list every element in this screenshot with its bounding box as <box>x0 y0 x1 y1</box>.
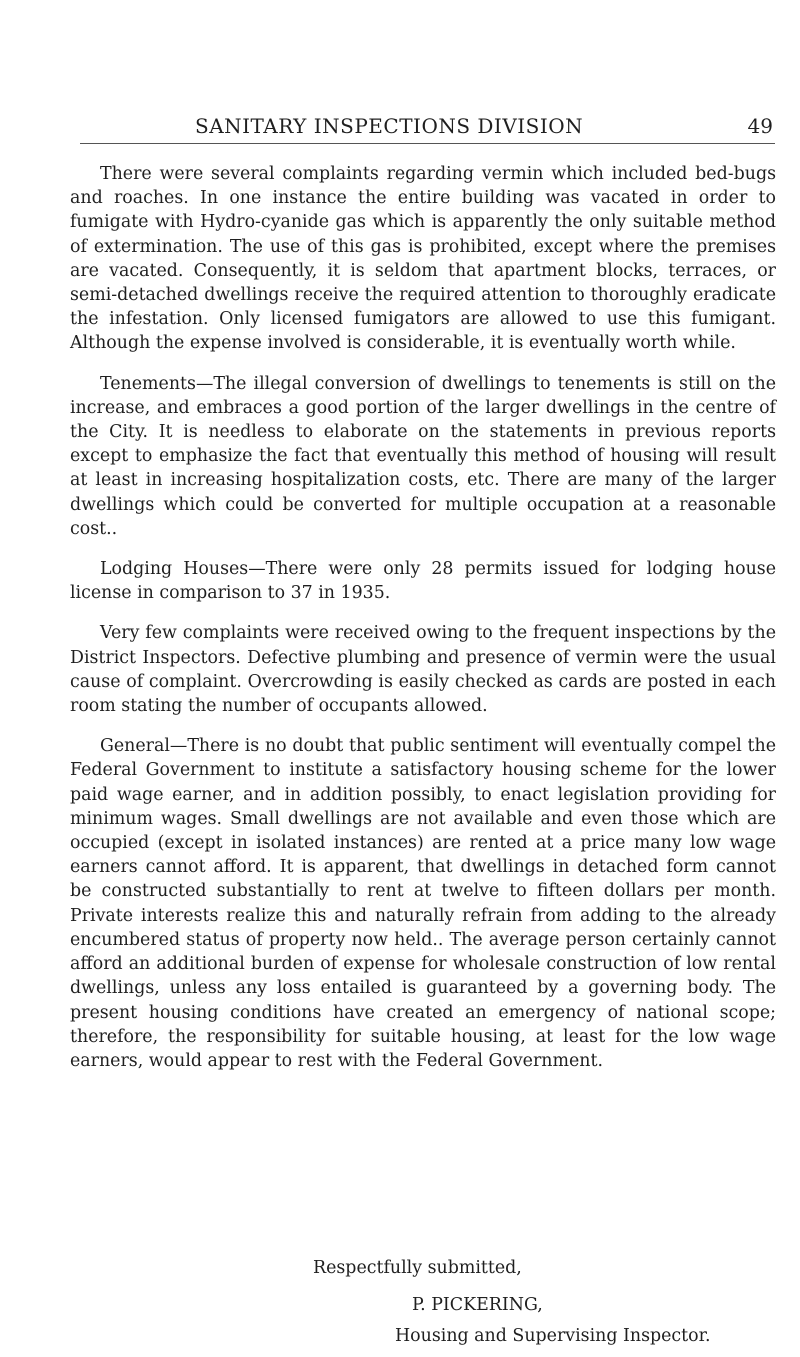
body-text <box>70 162 776 1089</box>
paragraph-text: —There were only 28 permits issued for lodging house license in comparison to 37 in 1935. <box>70 559 776 604</box>
paragraph-text: There were several complaints regarding vermin which included bed-bugs and roaches. In one instance the entire building was vacated in order to fumigate with Hydro-cyanide gas which is apparently the only suitable method of extermination. The use of this gas is prohibited, except where the premises are vacated. Consequently, it is seldom that apartment blocks, terraces, or semi-detached dwellings receive the required attention to thoroughly eradicate the infestation. Only licensed fumigators are allowed to use this fumigant. Although the expense involved is considerable, it is eventually worth while. <box>70 164 776 354</box>
running-header <box>75 114 775 146</box>
paragraph-text: —The illegal conversion of dwellings to tenements is still on the increase, and embraces a good portion of the larger dwellings in the centre of the City. It is needless to elaborate on the statements in previous reports except to emphasize the fact that eventually this method of housing will result at least in increasing hospitalization costs, etc. There are many of the larger dwellings which could be converted for multiple occupation at a reasonable cost.. <box>70 373 776 539</box>
signatory-title: Housing and Supervising Inspector. <box>395 1326 711 1346</box>
paragraph-text: —There is no doubt that public sentiment will eventually compel the Federal Government to institute a satisfactory housing scheme for the lower paid wage earner, and in addition possibly, to enact legislation providing for minimum wages. Small dwellings are not available and even those which are occupied (except in isolated instances) are rented at a price many low wage earners cannot afford. It is apparent, that dwellings in detached form cannot be constructed substantially to rent at twelve to fifteen dollars per month. Private interests realize this and naturally refrain from adding to the already encumbered status of property now held.. The average person certainly cannot afford an additional burden of expense for wholesale construction of low rental dwellings, unless any loss entailed is guaranteed by a governing body. The present housing conditions have created an emergency of national scope; therefore, the responsibility for suitable housing, at least for the low wage earners, would appear to rest with the Federal Government. <box>70 736 776 1071</box>
paragraph-lead: Lodging Houses <box>100 559 249 580</box>
paragraph-lead: Tenements <box>100 373 196 394</box>
paragraph-lead: General <box>100 736 170 757</box>
paragraph-text: Very few complaints were received owing to the frequent inspections by the District Inspectors. Defective plumbing and presence of vermin were the usual cause of complaint. Overcrowding is easily checked as cards are posted in each room stating the number of occupants allowed. <box>70 623 776 717</box>
page-number: 49 <box>747 114 773 138</box>
paragraph-vermin <box>70 162 776 356</box>
paragraph-tenements <box>70 372 776 541</box>
header-rule <box>80 143 775 145</box>
signatory-name: P. PICKERING, <box>412 1295 543 1315</box>
paragraph-lodging-houses <box>70 557 776 605</box>
paragraph-general <box>70 734 776 1073</box>
paragraph-complaints <box>70 621 776 718</box>
closing-salutation: Respectfully submitted, <box>313 1258 522 1278</box>
header-title: SANITARY INSPECTIONS DIVISION <box>195 114 584 138</box>
